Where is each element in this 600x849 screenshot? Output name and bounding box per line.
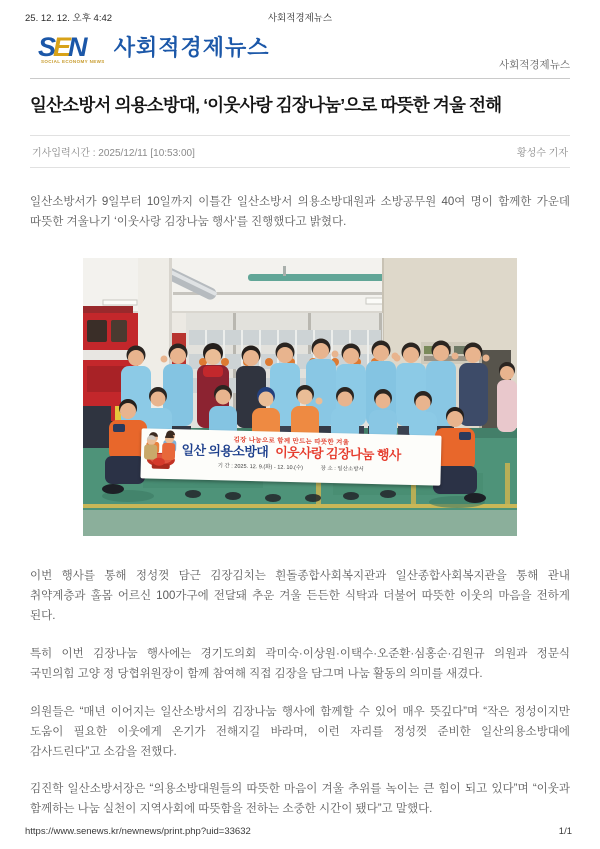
print-url: https://www.senews.kr/newnews/print.php?uid=33632 xyxy=(25,826,251,837)
print-site-title: 사회적경제뉴스 xyxy=(267,13,333,24)
sen-logo-letters xyxy=(38,34,105,60)
banner-period: 기 간 : 2025. 12. 9.(화) - 12. 10.(수) xyxy=(217,463,304,472)
article-paragraph: 김진학 일산소방서장은 “의용소방대원들의 따뜻한 마음이 겨울 추위를 녹이는 큰 힘이 되고 있다”며 “이웃과 함께하는 나눔 실천이 지역사회에 따뜻함을 전하는 소중한 시간이 됐다”고 말했다. xyxy=(30,783,570,815)
sen-letter-n: N xyxy=(68,32,85,62)
reporter-name: 황성수 기자 xyxy=(516,148,568,159)
masthead xyxy=(30,32,570,71)
site-name-right: 사회적경제뉴스 xyxy=(498,59,570,71)
print-footer xyxy=(25,826,572,837)
sen-letter-e: E xyxy=(53,32,69,62)
sen-logo-subtitle: SOCIAL ECONOMY NEWS xyxy=(41,59,105,64)
sen-logo-mark xyxy=(38,34,105,65)
byline-bar xyxy=(30,135,570,168)
article-headline: 일산소방서 의용소방대, ‘이웃사랑 김장나눔’으로 따뜻한 겨울 전해 xyxy=(30,95,502,115)
article-paragraph: 특히 이번 김장나눔 행사에는 경기도의회 곽미숙·이상원·이택수·오준환·심홍순·김원규 의원과 정문식 국민의힘 고양 정 당협위원장이 함께 참여해 직접 김장을 담그며 나눔 활동의 의미를 새겼다. xyxy=(30,648,570,680)
bystander xyxy=(497,362,517,432)
article-paragraph: 이번 행사를 통해 정성껏 담근 김장김치는 흰돌종합사회복지관과 일산종합사회복지관을 통해 관내 취약계층과 홀몸 어르신 100가구에 전달돼 추운 겨울 든든한 식탁과 더불어 따뜻한 이웃의 마음을 전하게 된다. xyxy=(30,570,570,622)
sen-logo-korean: 사회적경제뉴스 xyxy=(113,35,270,60)
photo-scene xyxy=(83,258,517,536)
banner-place: 장 소 : 일산소방서 xyxy=(320,465,364,473)
side-table xyxy=(83,406,111,448)
banner-title-event: 이웃사랑 김장나눔 행사 xyxy=(274,444,401,463)
published-time: 기사입력시간 : 2025/12/11 [10:53:00] xyxy=(32,148,195,159)
sen-letter-s: S xyxy=(38,32,54,62)
event-banner xyxy=(140,428,441,485)
article-paragraph: 일산소방서가 9일부터 10일까지 이틀간 일산소방서 의용소방대원과 소방공무원 40여 명이 함께한 가운데 따뜻한 겨울나기 ‘이웃사랑 김장나눔 행사’를 진행했다고 밝혔다. xyxy=(30,196,570,228)
article-page xyxy=(30,0,570,819)
sen-logo xyxy=(38,34,570,65)
banner-illustration-right xyxy=(141,428,180,471)
masthead-divider xyxy=(30,78,570,79)
banner-tagline: 김장 나눔으로 함께 만드는 따뜻한 겨울 xyxy=(233,436,350,447)
banner-title-org: 일산 의용소방대 xyxy=(181,442,269,460)
print-datetime: 25. 12. 12. 오후 4:42 xyxy=(25,13,113,24)
article-paragraph: 의원들은 “매년 이어지는 일산소방서의 김장나눔 행사에 함께할 수 있어 매우 뜻깊다”며 “작은 정성이지만 도움이 필요한 이웃에게 온기가 전해지길 바라며, 이런 자리를 정성껏 준비한 일산의용소방대에 감사드린다”고 소감을 전했다. xyxy=(30,706,570,758)
article-photo xyxy=(83,258,517,536)
page-indicator: 1/1 xyxy=(558,826,572,837)
